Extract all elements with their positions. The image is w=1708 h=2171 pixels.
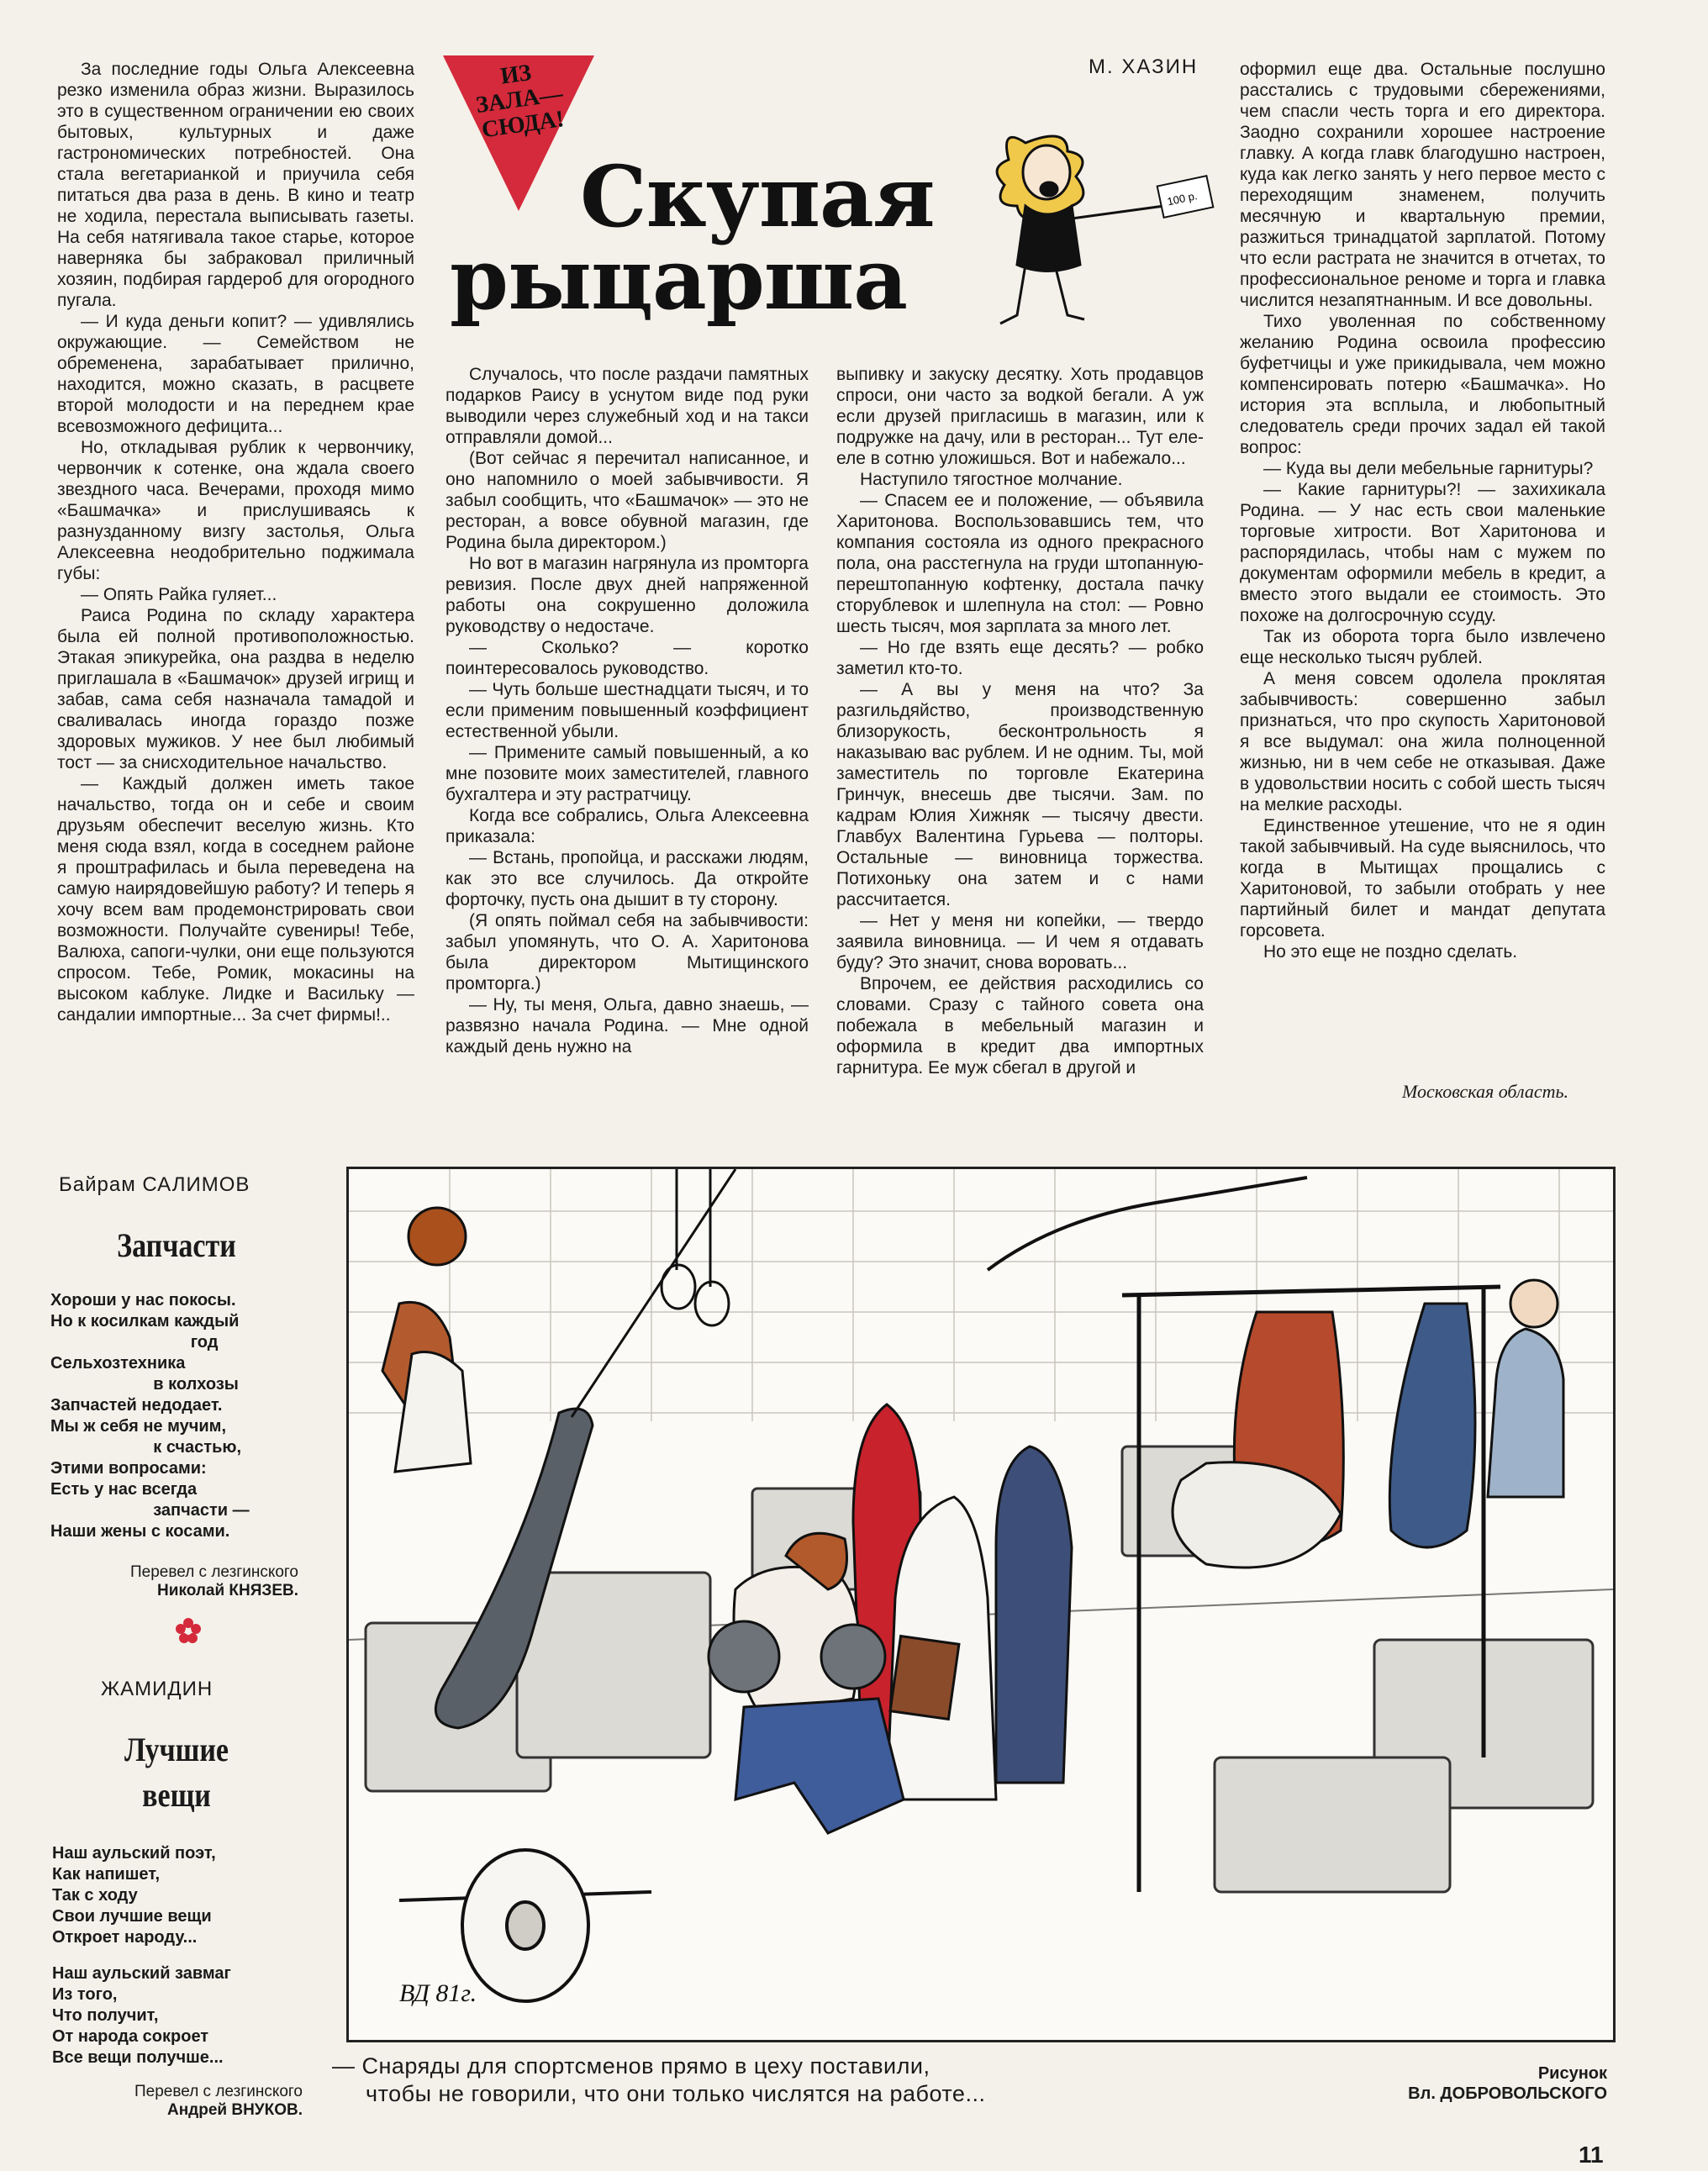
article-title-line-1: Скупая [580,147,935,246]
cartoon-credit [1345,2063,1607,2104]
caption-line: чтобы не говорили, что они только числятся на работе... [366,2081,986,2106]
poem1-author: Байрам САЛИМОВ [59,1173,250,1196]
translator-line: Перевел с лезгинского [134,2083,303,2100]
poem-line: к счастью, [50,1438,242,1457]
poem-line: год [50,1333,219,1352]
translator-name: Николай КНЯЗЕВ. [157,1582,298,1599]
paragraph: — А вы у меня на что? За разгильдяйство, производственную близорукость, бесконтрольность я наказываю вас рублем. И не одним. Ты, мой заместитель по торговле Екатерина Гринчук, внесешь две тысячи. Зам. по кадрам Юлия Хижняк — тысячу двести. Главбух Валентина Гурьева — полторы. Остальные — виновница торжества. Потихоньку она затем и с нами рассчитается. [836,680,1204,909]
poem1-body [50,1290,303,1542]
credit-label: Рисунок [1537,2064,1607,2083]
paragraph: оформил еще два. Остальные послушно расстались с трудовыми сбережениями, чем спасли честь торга и его директора. Заодно сохранили хорошее настроение главку. А когда главк благодушно настроен, куда как легко занять у него первое место с переходящим знаменем, получить месячную и квартальную премии, разжиться тринадцатой зарплатой. Потому что если растрата не значится в отчетах, то профессиональное реноме и торга и главка числится незапятнанным. И все довольны. [1240,60,1605,310]
cartoon-illustration [346,1167,1616,2042]
paragraph: Когда все собрались, Ольга Алексеевна приказала: [445,806,809,846]
article-column-1 [57,59,414,1025]
bill-price-label: 100 р. [1166,189,1199,208]
artist-signature: ВД 81г. [399,1979,477,2007]
paragraph: — Каждый должен иметь такое начальство, тогда он и себе и своим друзьям обеспечит веселую жизнь. Кто меня сюда взял, когда в соседнем районе я проштрафилась и была переведена на самую наирядовейшую работу? И теперь я хочу всем вам продемонстрировать свои возможности. Получайте сувениры! Тебе, Валюха, сапоги-чулки, они еще пользуются спросом. Тебе, Ромик, мокасины на высоком каблуке. Лидке и Васильку — сандалии импортные... За счет фирмы!.. [57,774,414,1025]
poem-line: Мы ж себя не мучим, [50,1417,227,1436]
paragraph: — И куда деньги копит? — удивлялись окружающие. — Семейством не обременена, зарабатывает прилично, находится, можно сказать, в расцвете второй молодости и на переднем крае всевозможного дефицита... [57,312,414,436]
poem-line: Свои лучшие вещи [52,1907,212,1926]
poem-line: Как напишет, [52,1865,161,1884]
poem-line: Наши жены с косами. [50,1522,230,1541]
poem-line: Этими вопросами: [50,1459,207,1478]
paragraph: — Примените самый повышенный, а ко мне позовите моих заместителей, главного бухгалтера и эту растратчицу. [445,743,809,804]
translator-line: Перевел с лезгинского [130,1563,298,1581]
poem2-translator [50,2083,303,2120]
poem-line: Хороши у нас покосы. [50,1291,236,1309]
poem-line: Из того, [52,1985,118,2004]
poem-line: Так с ходу [52,1886,138,1905]
paragraph: — Нет у меня ни копейки, — твердо заявила виновница. — И чем я отдавать буду? Это значит, снова воровать... [836,911,1204,972]
paragraph: (Вот сейчас я перечитал написанное, и оно напомнило о моей забывчивости. Я забыл сообщить, что «Башмачок» — это не ресторан, а вовсе обувной магазин, где Родина была директором.) [445,449,809,552]
poem-line [52,1948,304,1963]
page-number: 11 [1579,2142,1604,2168]
translator-name: Андрей ВНУКОВ. [166,2101,303,2119]
paragraph: — Встань, пропойца, и расскажи людям, как это все случилось. Да откройте форточку, пусть она дышит в ту сторону. [445,848,809,909]
paragraph: — Чуть больше шестнадцати тысяч, и то если применим повышенный коэффициент естественной убыли. [445,680,809,741]
poem-line: Наш аульский поэт, [52,1844,216,1863]
paragraph: Но, откладывая рублик к червончику, червончик к сотенке, она ждала своего звездного часа. Вечерами, проходя мимо «Башмачка» и прислушиваясь к разнузданному визгу застолья, Ольга Алексеевна неодобрительно поджимала губы: [57,438,414,583]
paragraph: — Сколько? — коротко поинтересовалось руководство. [445,638,809,678]
paragraph: — Куда вы дели мебельные гарнитуры? [1263,459,1594,478]
paragraph: (Я опять поймал себя на забывчивости: забыл упомянуть, что О. А. Харитонова была директором Мытищинского промторга.) [445,911,809,993]
paragraph: Наступило тягостное молчание. [860,470,1123,489]
paragraph: выпивку и закуску десятку. Хоть продавцов спроси, они часто за водкой бегали. А уж если друзей пригласишь в магазин, или к подружке на дачу, или в ресторан... Тут еле-еле в сотню уложишься. Вот и набежало... [836,365,1204,468]
paragraph: Но это еще не поздно сделать. [1263,942,1518,962]
cartoon-caption [332,2052,1509,2108]
paragraph: — Ну, ты меня, Ольга, давно знаешь, — развязно начала Родина. — Мне одной каждый день нужно на [445,995,809,1057]
poem-line: Откроет народу... [52,1928,198,1947]
paragraph: Так из оборота торга было извлечено еще несколько тысяч рублей. [1240,627,1605,667]
poem-line: Наш аульский завмаг [52,1964,231,1983]
article-title-line-2: рыцарша [450,229,908,329]
poem-line: в колхозы [50,1375,239,1394]
poem-line: Что получит, [52,2006,159,2025]
paragraph: Впрочем, ее действия расходились со словами. Сразу с тайного совета она побежала в мебельный магазин и оформила в кредит два импортных гарнитура. Ее муж сбегал в другой и [836,974,1204,1078]
paragraph: Тихо уволенная по собственному желанию Родина освоила профессию буфетчицы и уже прикидывала, чем можно компенсировать потерю «Башмачка». Но история эта всплыла, и любопытный следователь среди прочих задал ей такой вопрос: [1240,312,1605,457]
poem-line: запчасти — [50,1501,250,1520]
article-column-2 [445,364,809,1057]
credit-artist: Вл. ДОБРОВОЛЬСКОГО [1408,2084,1607,2103]
poem2-title-line-2: вещи [142,1776,211,1814]
article-column-4 [1240,59,1605,962]
paragraph: Но вот в магазин нагрянула из промторга ревизия. После двух дней напряженной работы она сокрушенно доложила руководству о недостаче. [445,554,809,636]
paragraph: — Опять Райка гуляет... [81,585,277,604]
paragraph: Случалось, что после раздачи памятных подарков Раису в уснутом виде под руки выводили через служебный ход и на такси отправляли домой... [445,365,809,447]
paragraph: А меня совсем одолела проклятая забывчивость: совершенно забыл признаться, что про скупость Харитоновой я все выдумал: она жила полноценной жизнью, ни в чем себе не отказывая. Даже в удовольствии носить с собой шесть тысяч на мелкие расходы. [1240,669,1605,814]
caption-line: — Снаряды для спортсменов прямо в цеху поставили, [332,2053,930,2079]
money-bills-icon [1157,176,1214,218]
poem-line: От народа сокроет [52,2027,209,2046]
poem2-title-line-1: Лучшие [124,1731,229,1768]
paragraph: — Какие гарнитуры?! — захихикала Родина. — У нас есть свои маленькие торговые хитрости. Вот Харитонова и распорядилась, чтобы нам с мужем по документам оформили мебель в кредит, а вместо этого выдали ее стоимость. Это похоже на долгосрочную ссуду. [1240,480,1605,625]
poem1-title: Запчасти [117,1226,236,1264]
poem-line: Запчастей недодает. [50,1396,223,1415]
poem-line: Есть у нас всегда [50,1480,198,1499]
paragraph: Раиса Родина по складу характера была ей полной противоположностью. Этакая эпикурейка, она раздва в неделю приглашала в «Башмачок» друзей игрищ и забав, сама себя назначала тамадой и сваливалась иногда гораздо позже здоровых мужиков. У нее был любимый тост — за снисходительное начальство. [57,606,414,772]
paragraph: — Но где взять еще десять? — робко заметил кто-то. [836,638,1204,678]
article-place: Московская область. [1402,1081,1568,1102]
rubric-label: ИЗ ЗАЛА—СЮДА! [474,59,567,144]
article-column-3 [836,364,1204,1078]
poem1-translator [50,1563,298,1600]
article-author: М. ХАЗИН [1089,55,1199,78]
paragraph: — Спасем ее и положение, — объявила Харитонова. Воспользовавшись тем, что компания состояла из одного прекрасного пола, она расстегнула на груди штопанную-перештопанную кофтенку, достала пачку сторублевок и шлепнула на стол: — Ровно шесть тысяч, моя зарплата за много лет. [836,491,1204,636]
flower-ornament-icon [175,1617,202,1644]
poem-line: Все вещи получше... [52,2048,224,2067]
gym-in-workshop-drawing [349,1169,1613,2040]
headline-cartoon-woman [975,109,1227,336]
poem-line: Но к косилкам каждый [50,1312,240,1331]
poem2-author: ЖАМИДИН [101,1678,214,1700]
poem2-body [52,1843,304,2068]
poem-line: Сельхозтехника [50,1354,186,1373]
paragraph: Единственное утешение, что не я один такой забывчивый. На суде выяснилось, что когда в Мытищах прощались с Харитоновой, то забыли отобрать у нее партийный билет и мандат депутата горсовета. [1240,816,1605,941]
paragraph: За последние годы Ольга Алексеевна резко изменила образ жизни. Выразилось это в существенном ограничении ею своих бытовых, культурных и даже гастрономических потребностей. Она стала вегетарианкой и приучила себя питаться два раза в день. В кино и театр не ходила, перестала выписывать газеты. На себя натягивала такое старье, которое наверняка бы забраковал приличный хозяин, подбирая гардероб для огородного пугала. [57,60,414,310]
